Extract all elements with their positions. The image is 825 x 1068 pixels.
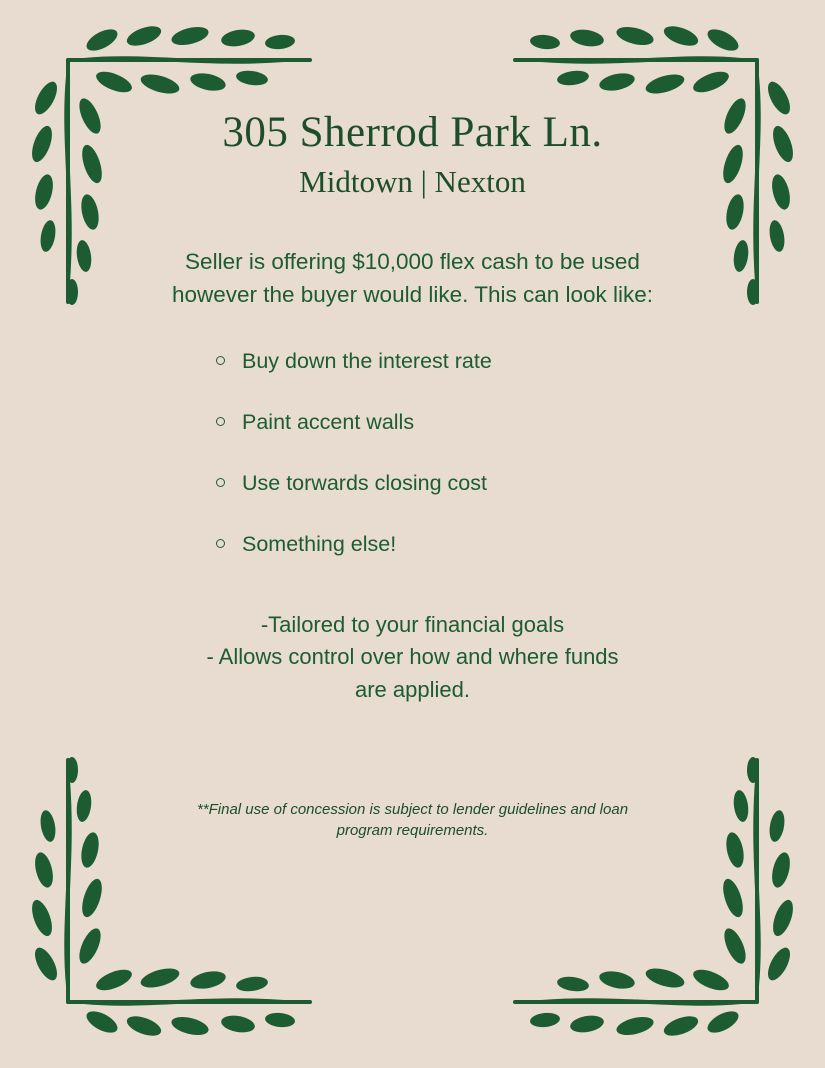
benefits-list — [210, 348, 630, 559]
flyer-content — [110, 108, 715, 842]
disclaimer-text: **Final use of concession is subject to lender guidelines and loan program requirements. — [196, 800, 629, 840]
tagline-line: are applied. — [355, 676, 470, 702]
list-item-label: Buy down the interest rate — [242, 349, 492, 374]
list-item-label: Something else! — [242, 531, 397, 556]
list-item-label: Paint accent walls — [242, 410, 415, 435]
tagline-line: - Allows control over how and where funds — [206, 644, 619, 670]
list-item-label: Use torwards closing cost — [242, 471, 487, 495]
list-item — [210, 531, 630, 559]
list-item — [210, 348, 630, 376]
tagline-line: -Tailored to your financial goals — [260, 611, 565, 637]
page-subtitle: Midtown | Nexton — [299, 164, 526, 200]
list-item — [210, 409, 630, 437]
list-item — [210, 470, 630, 498]
tagline-block — [133, 609, 693, 707]
page-title: 305 Sherrod Park Ln. — [222, 109, 603, 156]
intro-paragraph: Seller is offering $10,000 flex cash to be used however the buyer would like. This can look like: — [171, 248, 654, 308]
